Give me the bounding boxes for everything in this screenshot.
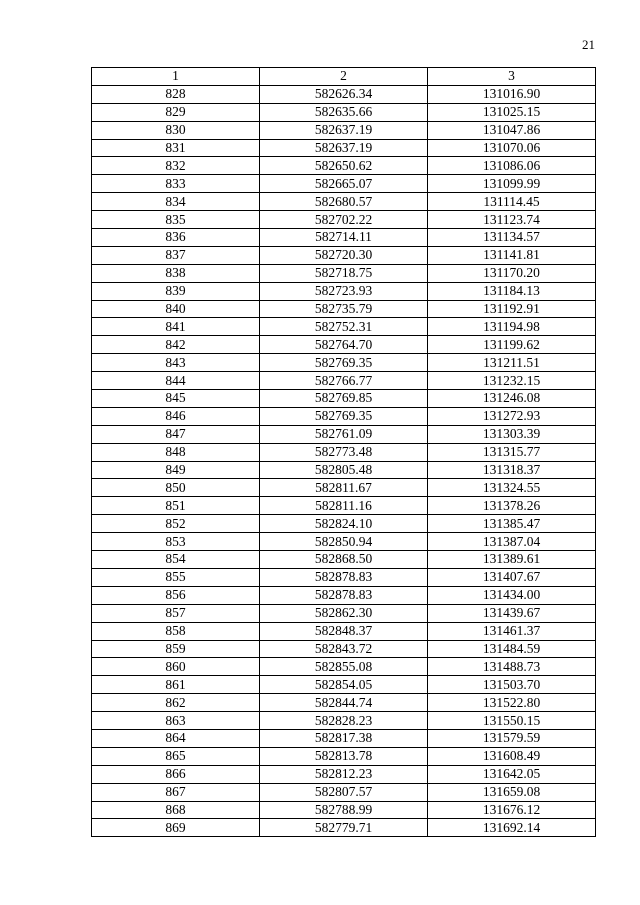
table-cell-col-1: 849 [92, 461, 260, 479]
table-row [92, 622, 596, 640]
table-row [92, 586, 596, 604]
table-cell-col-3: 131676.12 [428, 801, 596, 819]
table-cell-col-1: 838 [92, 264, 260, 282]
table-cell-col-2: 582680.57 [260, 193, 428, 211]
table-cell-col-2: 582761.09 [260, 425, 428, 443]
table-cell-col-2: 582723.93 [260, 282, 428, 300]
table-row [92, 121, 596, 139]
table-cell-col-3: 131232.15 [428, 372, 596, 390]
table-cell-col-1: 846 [92, 407, 260, 425]
table-cell-col-1: 855 [92, 568, 260, 586]
table-cell-col-3: 131484.59 [428, 640, 596, 658]
table-row [92, 318, 596, 336]
table-cell-col-3: 131692.14 [428, 819, 596, 837]
table-cell-col-1: 866 [92, 765, 260, 783]
table-cell-col-2: 582878.83 [260, 568, 428, 586]
table-cell-col-2: 582850.94 [260, 533, 428, 551]
table-cell-col-3: 131246.08 [428, 390, 596, 408]
table-cell-col-2: 582862.30 [260, 604, 428, 622]
table-cell-col-2: 582824.10 [260, 515, 428, 533]
table-cell-col-1: 861 [92, 676, 260, 694]
table-row [92, 443, 596, 461]
table-row [92, 264, 596, 282]
table-cell-col-2: 582714.11 [260, 229, 428, 247]
table-cell-col-3: 131025.15 [428, 103, 596, 121]
table-cell-col-1: 839 [92, 282, 260, 300]
table-row [92, 461, 596, 479]
table-row [92, 85, 596, 103]
table-cell-col-2: 582769.35 [260, 407, 428, 425]
table-cell-col-3: 131461.37 [428, 622, 596, 640]
table-cell-col-3: 131114.45 [428, 193, 596, 211]
table-cell-col-2: 582868.50 [260, 551, 428, 569]
table-cell-col-1: 862 [92, 694, 260, 712]
table-cell-col-2: 582878.83 [260, 586, 428, 604]
table-row [92, 229, 596, 247]
table-cell-col-2: 582764.70 [260, 336, 428, 354]
table-cell-col-3: 131047.86 [428, 121, 596, 139]
table-cell-col-1: 864 [92, 729, 260, 747]
table-cell-col-1: 859 [92, 640, 260, 658]
table-cell-col-1: 833 [92, 175, 260, 193]
table-cell-col-2: 582805.48 [260, 461, 428, 479]
table-cell-col-1: 836 [92, 229, 260, 247]
page-number: 21 [582, 37, 595, 52]
table-cell-col-3: 131434.00 [428, 586, 596, 604]
table-cell-col-1: 853 [92, 533, 260, 551]
table-row [92, 497, 596, 515]
table-cell-col-3: 131407.67 [428, 568, 596, 586]
table-cell-col-1: 854 [92, 551, 260, 569]
table-cell-col-1: 831 [92, 139, 260, 157]
table-cell-col-3: 131170.20 [428, 264, 596, 282]
table-cell-col-1: 830 [92, 121, 260, 139]
table-cell-col-2: 582828.23 [260, 712, 428, 730]
table-cell-col-3: 131303.39 [428, 425, 596, 443]
table-row [92, 282, 596, 300]
table-row [92, 372, 596, 390]
table-cell-col-1: 850 [92, 479, 260, 497]
table-cell-col-1: 848 [92, 443, 260, 461]
table-cell-col-1: 858 [92, 622, 260, 640]
table-cell-col-3: 131016.90 [428, 85, 596, 103]
table-cell-col-1: 834 [92, 193, 260, 211]
table-row [92, 694, 596, 712]
table-cell-col-2: 582735.79 [260, 300, 428, 318]
table-cell-col-3: 131318.37 [428, 461, 596, 479]
table-cell-col-2: 582635.66 [260, 103, 428, 121]
column-header-3: 3 [428, 68, 596, 86]
table-row [92, 568, 596, 586]
table-cell-col-2: 582626.34 [260, 85, 428, 103]
table-cell-col-1: 857 [92, 604, 260, 622]
table-cell-col-2: 582788.99 [260, 801, 428, 819]
table-cell-col-2: 582807.57 [260, 783, 428, 801]
table-cell-col-2: 582718.75 [260, 264, 428, 282]
table-cell-col-3: 131378.26 [428, 497, 596, 515]
table-row [92, 658, 596, 676]
table-cell-col-2: 582811.16 [260, 497, 428, 515]
table-cell-col-2: 582766.77 [260, 372, 428, 390]
table-cell-col-3: 131192.91 [428, 300, 596, 318]
table-cell-col-2: 582854.05 [260, 676, 428, 694]
table-row [92, 551, 596, 569]
table-cell-col-2: 582848.37 [260, 622, 428, 640]
table-cell-col-3: 131579.59 [428, 729, 596, 747]
table-cell-col-1: 863 [92, 712, 260, 730]
table-cell-col-1: 845 [92, 390, 260, 408]
table-cell-col-3: 131272.93 [428, 407, 596, 425]
table-cell-col-2: 582650.62 [260, 157, 428, 175]
table-cell-col-1: 856 [92, 586, 260, 604]
table-cell-col-3: 131522.80 [428, 694, 596, 712]
table-cell-col-3: 131123.74 [428, 211, 596, 229]
table-cell-col-1: 867 [92, 783, 260, 801]
table-cell-col-3: 131134.57 [428, 229, 596, 247]
table-row [92, 300, 596, 318]
table-cell-col-3: 131387.04 [428, 533, 596, 551]
table-cell-col-1: 844 [92, 372, 260, 390]
table-cell-col-2: 582811.67 [260, 479, 428, 497]
table-cell-col-1: 840 [92, 300, 260, 318]
table-cell-col-2: 582637.19 [260, 121, 428, 139]
table-cell-col-3: 131070.06 [428, 139, 596, 157]
table-cell-col-1: 828 [92, 85, 260, 103]
table-row [92, 747, 596, 765]
table-cell-col-2: 582752.31 [260, 318, 428, 336]
table-row [92, 479, 596, 497]
table-row [92, 819, 596, 837]
table-cell-col-2: 582769.35 [260, 354, 428, 372]
table-header-row [92, 68, 596, 86]
table-row [92, 336, 596, 354]
table-cell-col-3: 131315.77 [428, 443, 596, 461]
table-cell-col-1: 829 [92, 103, 260, 121]
table-row [92, 640, 596, 658]
table-cell-col-2: 582769.85 [260, 390, 428, 408]
table-row [92, 604, 596, 622]
table-cell-col-1: 837 [92, 246, 260, 264]
table-row [92, 801, 596, 819]
table-row [92, 175, 596, 193]
table-row [92, 783, 596, 801]
table-cell-col-1: 832 [92, 157, 260, 175]
table-cell-col-1: 841 [92, 318, 260, 336]
column-header-1: 1 [92, 68, 260, 86]
table-row [92, 425, 596, 443]
table-row [92, 157, 596, 175]
table-cell-col-3: 131211.51 [428, 354, 596, 372]
table-cell-col-2: 582637.19 [260, 139, 428, 157]
table-cell-col-1: 865 [92, 747, 260, 765]
table-cell-col-2: 582773.48 [260, 443, 428, 461]
table-body [92, 85, 596, 836]
table-cell-col-2: 582813.78 [260, 747, 428, 765]
table-cell-col-1: 842 [92, 336, 260, 354]
table-cell-col-2: 582779.71 [260, 819, 428, 837]
table-row [92, 139, 596, 157]
table-cell-col-1: 843 [92, 354, 260, 372]
table-cell-col-2: 582817.38 [260, 729, 428, 747]
column-header-2: 2 [260, 68, 428, 86]
table-cell-col-2: 582855.08 [260, 658, 428, 676]
table-cell-col-1: 851 [92, 497, 260, 515]
table-cell-col-3: 131385.47 [428, 515, 596, 533]
table-row [92, 193, 596, 211]
table-row [92, 729, 596, 747]
table-cell-col-3: 131550.15 [428, 712, 596, 730]
table-cell-col-2: 582702.22 [260, 211, 428, 229]
table-row [92, 515, 596, 533]
table-cell-col-2: 582812.23 [260, 765, 428, 783]
table-cell-col-3: 131099.99 [428, 175, 596, 193]
table-row [92, 211, 596, 229]
table-cell-col-3: 131503.70 [428, 676, 596, 694]
table-row [92, 246, 596, 264]
table-row [92, 390, 596, 408]
table-cell-col-2: 582843.72 [260, 640, 428, 658]
table-cell-col-3: 131194.98 [428, 318, 596, 336]
table-row [92, 533, 596, 551]
table-row [92, 407, 596, 425]
table-cell-col-3: 131199.62 [428, 336, 596, 354]
table-cell-col-3: 131389.61 [428, 551, 596, 569]
table-cell-col-1: 868 [92, 801, 260, 819]
table-row [92, 676, 596, 694]
table-cell-col-3: 131642.05 [428, 765, 596, 783]
table-cell-col-1: 869 [92, 819, 260, 837]
table-row [92, 765, 596, 783]
table-cell-col-3: 131086.06 [428, 157, 596, 175]
table-cell-col-3: 131439.67 [428, 604, 596, 622]
table-row [92, 103, 596, 121]
table-cell-col-2: 582665.07 [260, 175, 428, 193]
table-cell-col-3: 131324.55 [428, 479, 596, 497]
table-cell-col-3: 131659.08 [428, 783, 596, 801]
table-row [92, 712, 596, 730]
table-cell-col-1: 852 [92, 515, 260, 533]
table-cell-col-3: 131184.13 [428, 282, 596, 300]
table-cell-col-3: 131488.73 [428, 658, 596, 676]
table-cell-col-1: 847 [92, 425, 260, 443]
table-row [92, 354, 596, 372]
table-cell-col-3: 131608.49 [428, 747, 596, 765]
table-cell-col-3: 131141.81 [428, 246, 596, 264]
table-cell-col-1: 835 [92, 211, 260, 229]
table-cell-col-2: 582720.30 [260, 246, 428, 264]
coordinates-table [91, 67, 596, 837]
table-cell-col-2: 582844.74 [260, 694, 428, 712]
table-cell-col-1: 860 [92, 658, 260, 676]
